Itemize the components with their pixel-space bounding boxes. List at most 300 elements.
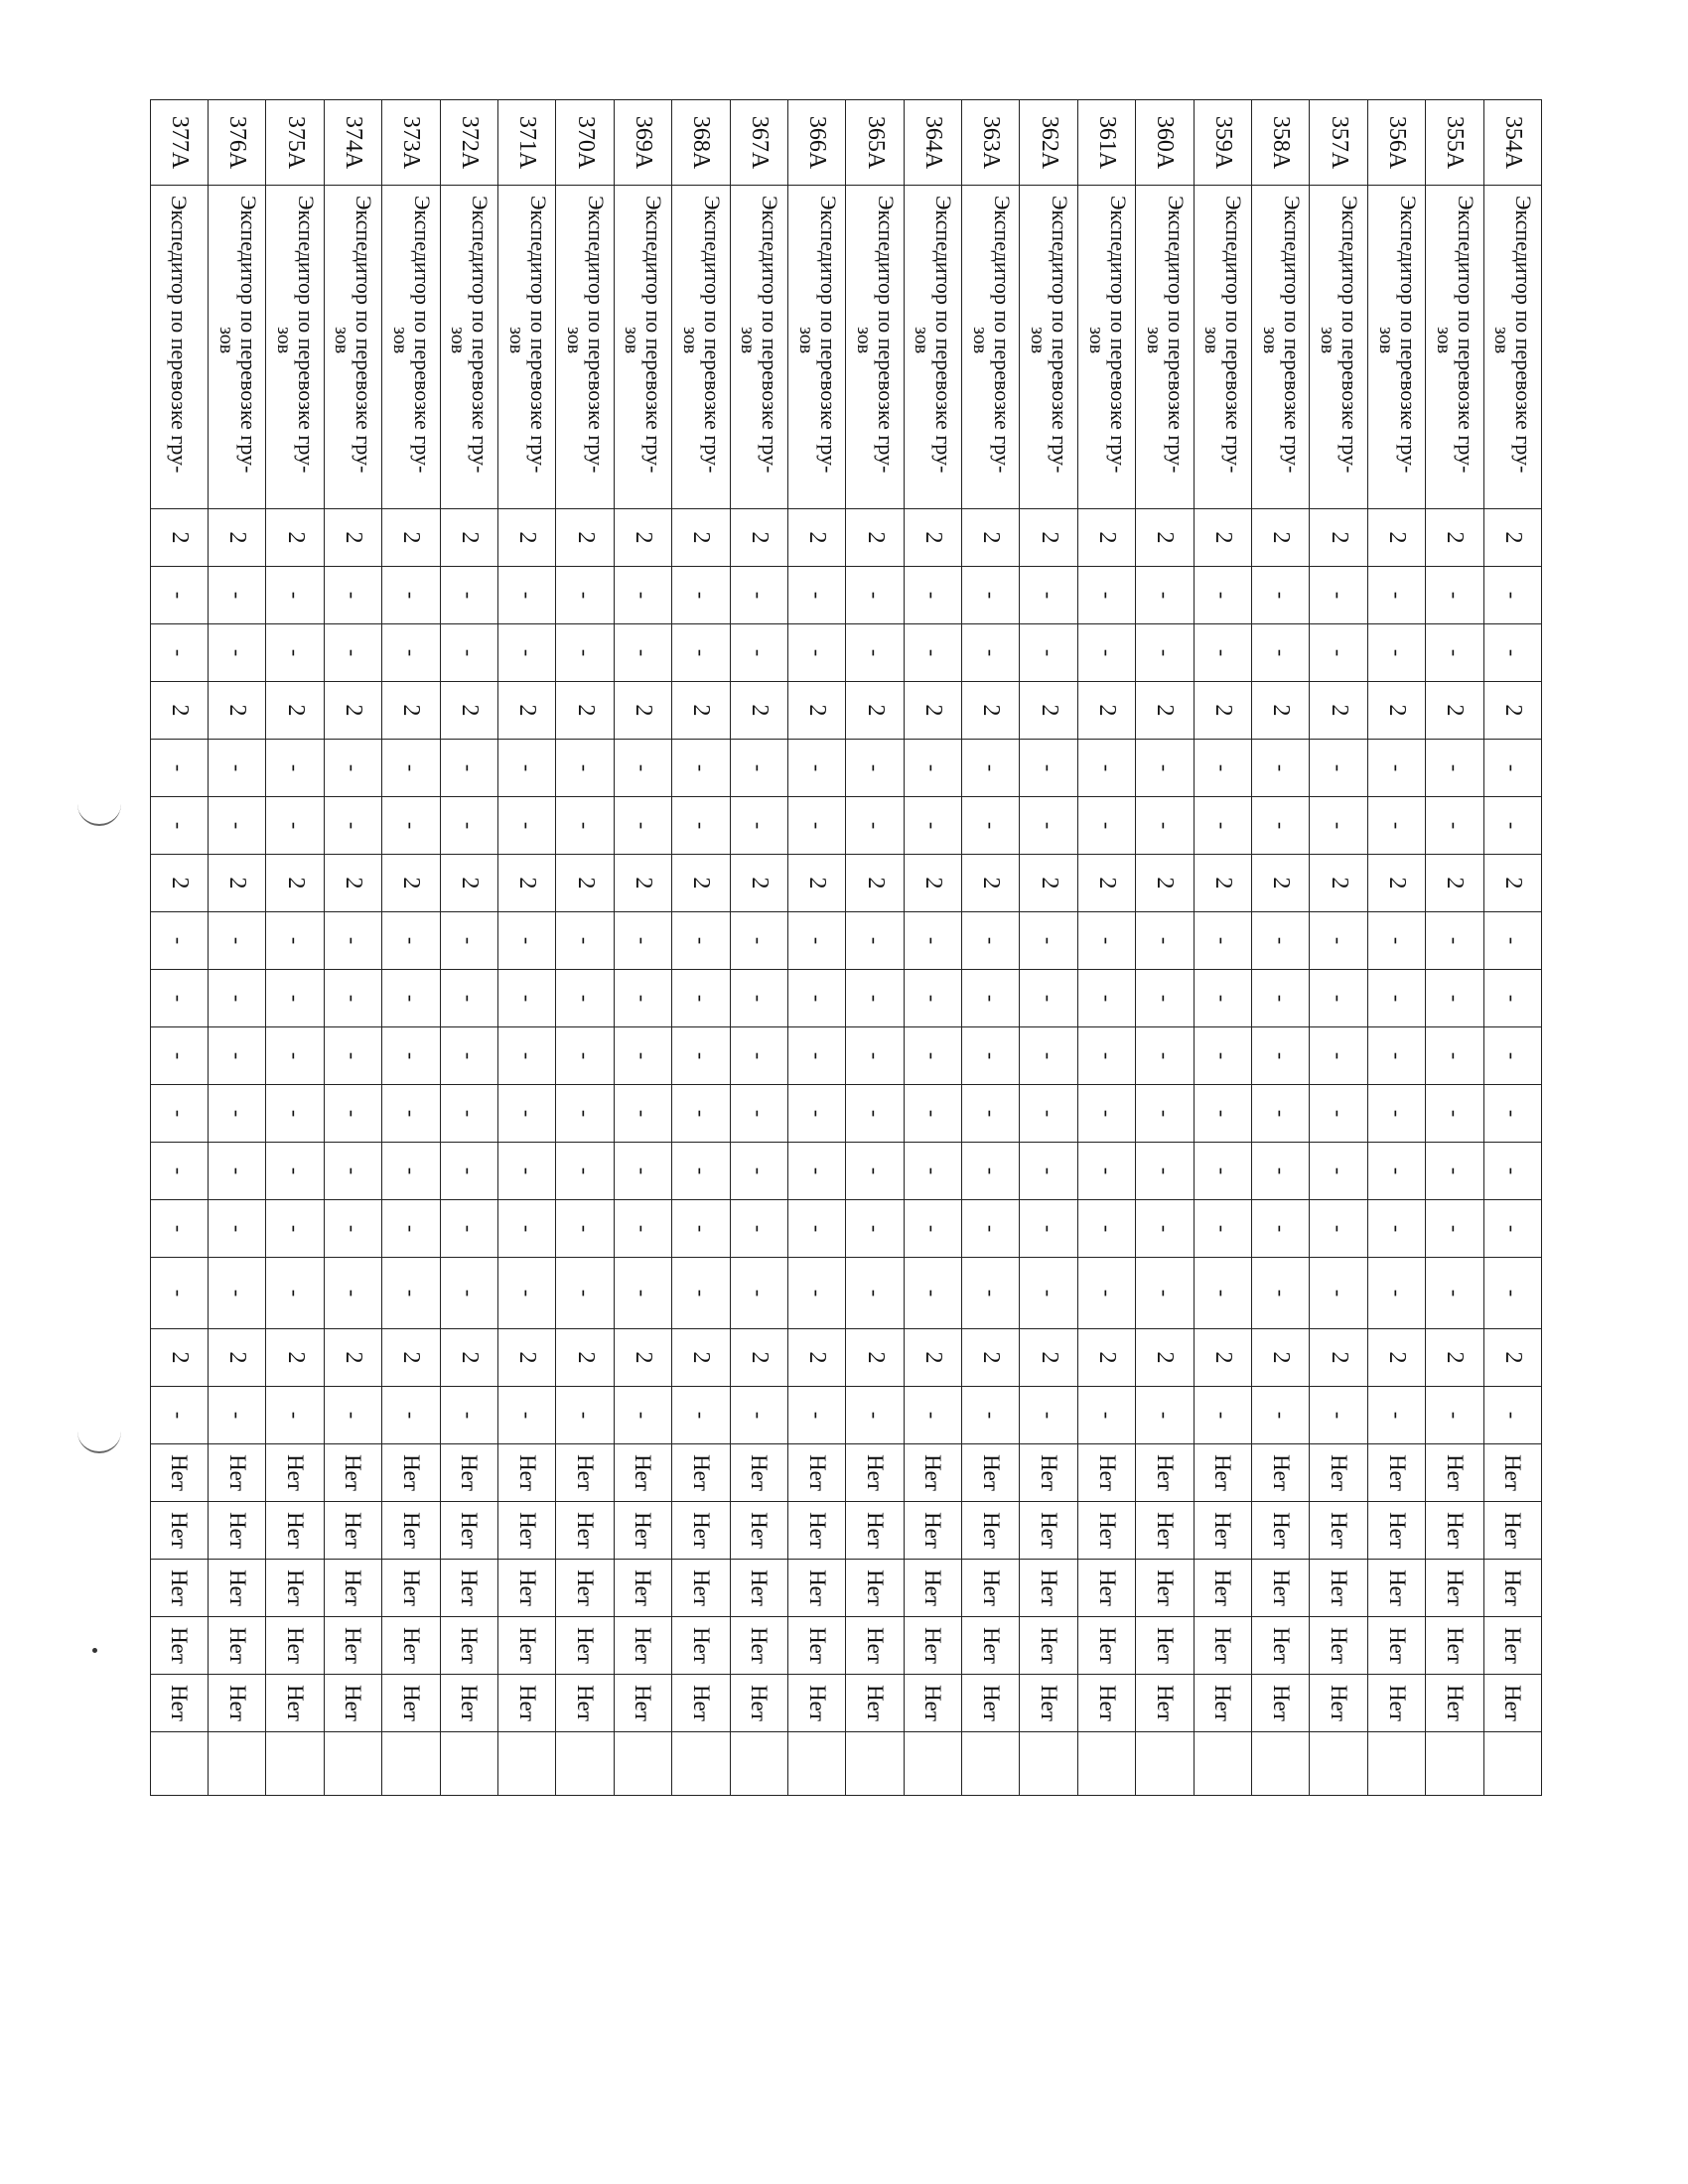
table-cell: - <box>209 1258 266 1329</box>
table-cell: - <box>614 797 671 855</box>
table-cell: - <box>672 1143 730 1200</box>
table-cell: Нет <box>1367 1617 1425 1675</box>
table-cell: - <box>787 970 845 1027</box>
table-cell: - <box>1367 1200 1425 1258</box>
assessment-table <box>150 99 1542 1796</box>
table-cell: - <box>1483 797 1541 855</box>
table-cell: 2 <box>1136 855 1194 912</box>
table-cell: Нет <box>150 1560 208 1617</box>
job-title-line: зов <box>1432 327 1455 354</box>
table-cell: 2 <box>730 682 787 740</box>
table-cell: - <box>324 1258 381 1329</box>
table-cell: Нет <box>209 1444 266 1502</box>
table-cell: - <box>1020 624 1077 682</box>
table-cell: 2 <box>556 509 614 567</box>
table-cell: 2 <box>1020 855 1077 912</box>
table-cell: Нет <box>730 1502 787 1560</box>
table-cell: - <box>1310 1027 1367 1085</box>
table-cell: Нет <box>324 1502 381 1560</box>
table-cell: - <box>672 1085 730 1143</box>
table-cell: - <box>497 567 555 624</box>
job-title <box>614 186 671 509</box>
job-title-line: зов <box>621 327 643 354</box>
job-title-line: Экспедитор по перевозке гру- <box>1511 196 1537 474</box>
table-cell: Нет <box>497 1617 555 1675</box>
table-cell: - <box>1367 567 1425 624</box>
table-cell: - <box>324 1027 381 1085</box>
workplace-code: 375А <box>266 100 324 186</box>
workplace-code: 377А <box>150 100 208 186</box>
table-cell: Нет <box>1310 1560 1367 1617</box>
table-row <box>1426 100 1483 1796</box>
table-cell: Нет <box>1252 1502 1310 1560</box>
job-title-line: Экспедитор по перевозке гру- <box>409 196 435 474</box>
empty-cell <box>150 1732 208 1796</box>
table-cell: - <box>440 567 497 624</box>
table-cell: - <box>1367 1027 1425 1085</box>
table-cell: - <box>1367 740 1425 797</box>
table-cell: - <box>1136 970 1194 1027</box>
table-cell: Нет <box>962 1502 1020 1560</box>
table-cell: Нет <box>1136 1617 1194 1675</box>
table-cell: - <box>440 1027 497 1085</box>
table-row <box>904 100 961 1796</box>
job-title-line: зов <box>214 327 237 354</box>
table-cell: - <box>1194 1200 1251 1258</box>
table-cell: - <box>1077 970 1135 1027</box>
table-cell: - <box>614 624 671 682</box>
table-cell: 2 <box>497 509 555 567</box>
table-cell: - <box>730 1258 787 1329</box>
table-row <box>1310 100 1367 1796</box>
table-cell: - <box>382 624 440 682</box>
table-cell: - <box>730 1085 787 1143</box>
table-row <box>209 100 266 1796</box>
job-title <box>846 186 904 509</box>
job-title-line: Экспедитор по перевозке гру- <box>584 196 610 474</box>
table-cell: - <box>266 1258 324 1329</box>
table-cell: - <box>904 1085 961 1143</box>
table-cell: - <box>209 970 266 1027</box>
table-cell: 2 <box>324 509 381 567</box>
table-cell: 2 <box>382 682 440 740</box>
job-title-line: Экспедитор по перевозке гру- <box>166 196 192 474</box>
table-cell: - <box>614 970 671 1027</box>
table-cell: Нет <box>556 1560 614 1617</box>
table-cell: - <box>846 970 904 1027</box>
table-cell: 2 <box>440 855 497 912</box>
table-cell: Нет <box>150 1444 208 1502</box>
table-cell: - <box>904 912 961 970</box>
table-cell: Нет <box>1426 1560 1483 1617</box>
job-title-line: зов <box>1258 327 1281 354</box>
table-cell: - <box>1426 912 1483 970</box>
table-cell: Нет <box>1136 1502 1194 1560</box>
table-cell: Нет <box>1136 1675 1194 1732</box>
job-title <box>730 186 787 509</box>
table-cell: Нет <box>1367 1560 1425 1617</box>
table-cell: Нет <box>1194 1502 1251 1560</box>
table-cell: Нет <box>904 1444 961 1502</box>
job-title <box>209 186 266 509</box>
table-cell: - <box>1020 1027 1077 1085</box>
table-row <box>1136 100 1194 1796</box>
job-title-line: зов <box>447 327 470 354</box>
table-cell: - <box>1426 1200 1483 1258</box>
table-cell: Нет <box>1426 1502 1483 1560</box>
table-cell: Нет <box>730 1560 787 1617</box>
table-cell: 2 <box>209 855 266 912</box>
table-cell: - <box>1194 1387 1251 1444</box>
table-cell: 2 <box>1426 509 1483 567</box>
table-cell: 2 <box>1310 682 1367 740</box>
table-cell: - <box>150 1200 208 1258</box>
table-cell: Нет <box>1367 1502 1425 1560</box>
table-cell: - <box>497 912 555 970</box>
table-cell: - <box>266 1085 324 1143</box>
table-cell: - <box>556 1387 614 1444</box>
table-body <box>150 100 1541 1796</box>
table-cell: - <box>440 1387 497 1444</box>
table-cell: - <box>672 912 730 970</box>
table-cell: - <box>904 567 961 624</box>
table-cell: - <box>962 1027 1020 1085</box>
table-cell: 2 <box>846 682 904 740</box>
table-cell: Нет <box>1020 1675 1077 1732</box>
table-cell: - <box>787 1143 845 1200</box>
empty-cell <box>904 1732 961 1796</box>
table-cell: 2 <box>730 855 787 912</box>
job-title-line: Экспедитор по перевозке гру- <box>1453 196 1478 474</box>
table-cell: 2 <box>846 509 904 567</box>
table-cell: - <box>1426 1027 1483 1085</box>
table-cell: - <box>1252 1085 1310 1143</box>
table-cell: - <box>1194 624 1251 682</box>
job-title-line: зов <box>794 327 817 354</box>
table-cell: - <box>150 740 208 797</box>
table-cell: Нет <box>556 1675 614 1732</box>
table-cell: - <box>1020 1387 1077 1444</box>
table-cell: 2 <box>730 1329 787 1387</box>
empty-cell <box>1252 1732 1310 1796</box>
table-cell: - <box>672 740 730 797</box>
table-cell: - <box>209 1200 266 1258</box>
empty-cell <box>1194 1732 1251 1796</box>
table-cell: 2 <box>1077 855 1135 912</box>
workplace-code: 367А <box>730 100 787 186</box>
table-cell: - <box>1483 1085 1541 1143</box>
table-cell: - <box>1077 1200 1135 1258</box>
job-title-line: Экспедитор по перевозке гру- <box>1048 196 1073 474</box>
table-cell: - <box>962 1387 1020 1444</box>
table-cell: Нет <box>1020 1444 1077 1502</box>
table-cell: - <box>1077 912 1135 970</box>
table-cell: - <box>1367 970 1425 1027</box>
table-cell: Нет <box>1252 1675 1310 1732</box>
table-cell: - <box>1252 970 1310 1027</box>
table-cell: - <box>150 970 208 1027</box>
table-cell: Нет <box>846 1444 904 1502</box>
table-cell: - <box>787 1387 845 1444</box>
table-cell: Нет <box>266 1617 324 1675</box>
table-cell: 2 <box>497 1329 555 1387</box>
table-cell: - <box>266 1027 324 1085</box>
table-cell: - <box>1077 797 1135 855</box>
job-title <box>556 186 614 509</box>
table-cell: - <box>1252 567 1310 624</box>
job-title-line: зов <box>1490 327 1513 354</box>
table-cell: - <box>1194 1027 1251 1085</box>
job-title-line: зов <box>968 327 991 354</box>
job-title-line: зов <box>678 327 701 354</box>
table-cell: Нет <box>440 1444 497 1502</box>
table-cell: - <box>1136 1387 1194 1444</box>
table-cell: - <box>672 567 730 624</box>
table-cell: - <box>846 567 904 624</box>
table-cell: 2 <box>497 855 555 912</box>
table-cell: - <box>1310 1085 1367 1143</box>
table-cell: - <box>266 1143 324 1200</box>
job-title-line: зов <box>388 327 411 354</box>
job-title <box>324 186 381 509</box>
table-cell: - <box>1310 1143 1367 1200</box>
table-cell: - <box>1020 740 1077 797</box>
table-cell: - <box>904 740 961 797</box>
table-cell: - <box>382 1200 440 1258</box>
table-cell: 2 <box>672 1329 730 1387</box>
table-cell: Нет <box>962 1675 1020 1732</box>
table-cell: 2 <box>266 1329 324 1387</box>
table-cell: Нет <box>324 1444 381 1502</box>
job-title-line: зов <box>504 327 527 354</box>
table-cell: 2 <box>846 1329 904 1387</box>
table-cell: - <box>846 1200 904 1258</box>
table-cell: 2 <box>1020 1329 1077 1387</box>
job-title-line: зов <box>853 327 876 354</box>
table-cell: Нет <box>846 1560 904 1617</box>
table-cell: - <box>556 1200 614 1258</box>
table-cell: - <box>1426 624 1483 682</box>
table-cell: - <box>730 1200 787 1258</box>
table-cell: - <box>382 1387 440 1444</box>
table-cell: Нет <box>1310 1617 1367 1675</box>
table-cell: Нет <box>962 1560 1020 1617</box>
table-cell: 2 <box>1367 509 1425 567</box>
job-title <box>382 186 440 509</box>
table-cell: Нет <box>556 1444 614 1502</box>
table-cell: - <box>1483 740 1541 797</box>
table-cell: Нет <box>1077 1444 1135 1502</box>
table-cell: - <box>1426 567 1483 624</box>
table-cell: - <box>150 797 208 855</box>
table-cell: Нет <box>266 1675 324 1732</box>
table-cell: Нет <box>1367 1444 1425 1502</box>
table-cell: - <box>672 1027 730 1085</box>
workplace-code: 374А <box>324 100 381 186</box>
table-cell: - <box>614 1200 671 1258</box>
table-cell: - <box>1252 1027 1310 1085</box>
workplace-code: 365А <box>846 100 904 186</box>
table-cell: - <box>266 740 324 797</box>
table-cell: Нет <box>1426 1617 1483 1675</box>
table-cell: - <box>1483 912 1541 970</box>
job-title-line: Экспедитор по перевозке гру- <box>468 196 493 474</box>
table-cell: Нет <box>904 1502 961 1560</box>
table-cell: 2 <box>962 855 1020 912</box>
table-cell: - <box>787 624 845 682</box>
table-cell: 2 <box>904 1329 961 1387</box>
table-cell: - <box>1367 797 1425 855</box>
workplace-code: 357А <box>1310 100 1367 186</box>
table-cell: - <box>440 1143 497 1200</box>
empty-cell <box>266 1732 324 1796</box>
table-cell: - <box>614 912 671 970</box>
table-cell: - <box>497 740 555 797</box>
table-cell: - <box>497 1027 555 1085</box>
table-cell: Нет <box>1194 1675 1251 1732</box>
table-cell: 2 <box>730 509 787 567</box>
table-cell: - <box>1194 567 1251 624</box>
job-title-line: Экспедитор по перевозке гру- <box>294 196 320 474</box>
table-cell: 2 <box>614 682 671 740</box>
table-cell: - <box>1020 1200 1077 1258</box>
table-cell: - <box>787 1200 845 1258</box>
table-cell: 2 <box>1194 682 1251 740</box>
table-cell: - <box>150 1027 208 1085</box>
table-cell: Нет <box>1077 1675 1135 1732</box>
job-title-line: Экспедитор по перевозке гру- <box>1279 196 1305 474</box>
table-cell: 2 <box>1426 855 1483 912</box>
scan-speck <box>92 1648 97 1653</box>
job-title-line: зов <box>1027 327 1050 354</box>
table-cell: - <box>787 1027 845 1085</box>
workplace-code: 372А <box>440 100 497 186</box>
table-cell: - <box>324 1200 381 1258</box>
table-cell: - <box>730 797 787 855</box>
table-cell: Нет <box>1077 1617 1135 1675</box>
table-cell: - <box>1194 1143 1251 1200</box>
table-cell: - <box>440 624 497 682</box>
table-cell: 2 <box>962 509 1020 567</box>
table-cell: 2 <box>1077 682 1135 740</box>
table-cell: - <box>904 1027 961 1085</box>
table-cell: - <box>382 912 440 970</box>
table-row <box>787 100 845 1796</box>
table-cell: - <box>1194 1258 1251 1329</box>
table-cell: - <box>962 912 1020 970</box>
table-cell: - <box>1252 797 1310 855</box>
table-cell: 2 <box>1136 509 1194 567</box>
workplace-code: 369А <box>614 100 671 186</box>
table-cell: - <box>1020 1258 1077 1329</box>
job-title-line: зов <box>911 327 933 354</box>
table-cell: Нет <box>1194 1444 1251 1502</box>
table-cell: 2 <box>150 682 208 740</box>
empty-cell <box>497 1732 555 1796</box>
table-cell: 2 <box>556 682 614 740</box>
workplace-code: 362А <box>1020 100 1077 186</box>
table-cell: 2 <box>1426 682 1483 740</box>
table-cell: - <box>904 1143 961 1200</box>
table-cell: Нет <box>904 1560 961 1617</box>
table-row <box>1367 100 1425 1796</box>
table-cell: - <box>672 1387 730 1444</box>
table-cell: - <box>1194 1085 1251 1143</box>
table-cell: - <box>1194 912 1251 970</box>
job-title <box>1077 186 1135 509</box>
table-cell: - <box>1020 1143 1077 1200</box>
table-cell: 2 <box>440 509 497 567</box>
table-cell: - <box>324 970 381 1027</box>
table-cell: 2 <box>846 855 904 912</box>
table-cell: Нет <box>1194 1560 1251 1617</box>
table-cell: - <box>1367 1085 1425 1143</box>
workplace-code: 360А <box>1136 100 1194 186</box>
table-cell: Нет <box>497 1560 555 1617</box>
table-cell: - <box>209 1143 266 1200</box>
table-cell: - <box>1310 624 1367 682</box>
empty-cell <box>556 1732 614 1796</box>
job-title-line: Экспедитор по перевозке гру- <box>699 196 725 474</box>
table-cell: Нет <box>1310 1502 1367 1560</box>
table-cell: - <box>614 1258 671 1329</box>
table-cell: - <box>382 1085 440 1143</box>
table-cell: - <box>672 970 730 1027</box>
table-cell: - <box>962 797 1020 855</box>
table-cell: - <box>209 912 266 970</box>
table-cell: 2 <box>787 682 845 740</box>
table-cell: - <box>787 567 845 624</box>
table-cell: 2 <box>150 509 208 567</box>
table-cell: 2 <box>1136 682 1194 740</box>
table-row <box>440 100 497 1796</box>
job-title-line: зов <box>331 327 353 354</box>
job-title-line: зов <box>1084 327 1107 354</box>
table-cell: - <box>904 797 961 855</box>
table-cell: - <box>904 624 961 682</box>
table-cell: - <box>497 1143 555 1200</box>
table-cell: - <box>324 624 381 682</box>
empty-cell <box>1020 1732 1077 1796</box>
empty-cell <box>382 1732 440 1796</box>
table-cell: - <box>730 970 787 1027</box>
table-cell: - <box>1136 567 1194 624</box>
table-cell: - <box>1020 912 1077 970</box>
table-cell: 2 <box>150 855 208 912</box>
table-cell: - <box>1310 970 1367 1027</box>
table-cell: Нет <box>324 1675 381 1732</box>
table-cell: 2 <box>382 509 440 567</box>
table-cell: 2 <box>209 1329 266 1387</box>
table-cell: 2 <box>1020 682 1077 740</box>
table-cell: Нет <box>209 1617 266 1675</box>
table-cell: Нет <box>672 1502 730 1560</box>
workplace-code: 368А <box>672 100 730 186</box>
table-cell: Нет <box>1136 1444 1194 1502</box>
table-cell: - <box>1136 740 1194 797</box>
table-cell: Нет <box>382 1560 440 1617</box>
table-cell: 2 <box>904 855 961 912</box>
table-cell: Нет <box>150 1617 208 1675</box>
table-row <box>324 100 381 1796</box>
table-cell: 2 <box>672 509 730 567</box>
table-cell: Нет <box>1252 1560 1310 1617</box>
table-cell: 2 <box>382 1329 440 1387</box>
table-cell: - <box>1136 912 1194 970</box>
table-cell: 2 <box>497 682 555 740</box>
table-cell: 2 <box>1367 855 1425 912</box>
table-cell: 2 <box>1252 855 1310 912</box>
